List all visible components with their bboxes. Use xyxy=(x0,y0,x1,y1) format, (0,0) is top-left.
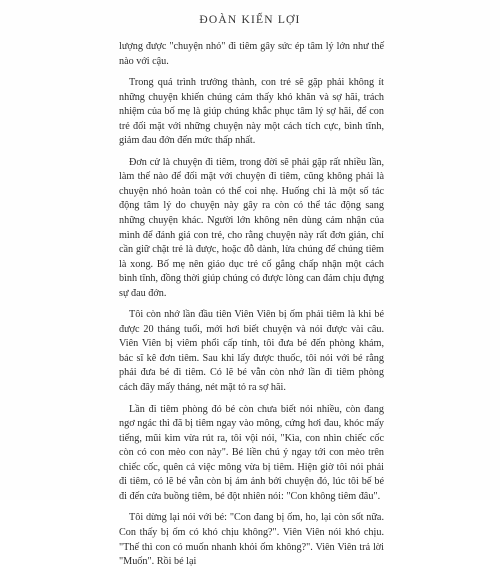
paragraph-6: Tôi dừng lại nói với bé: "Con đang bị ốm, ho, lại còn sốt nữa. Con thấy bị ốm có khó chịu không?". Viên Viên nói khó chịu. "Thế thì con có muốn nhanh khỏi ốm không?". Viên Viên trả lời "Muốn". Rồi bé lại xyxy=(119,512,384,568)
paragraph-5: Lần đi tiêm phòng đó bé còn chưa biết nói nhiều, còn đang ngơ ngác thì đã bị tiêm ngay vào mông, cứng hơi đau, khóc mấy tiếng, mũi kim vừa rút ra, tôi vội nói, "Kìa, con nhìn chiếc cốc còn có con mèo con này". Bé liền chú ý ngay tới con mèo trên chiếc cốc, quên cả việc mông vừa bị tiêm. Hiện giờ tôi nói phải đi tiêm, có lẽ bé vẫn còn bị ám ảnh bởi chuyện đó, lúc tôi bế bé đi đến cửa buồng tiêm, bé đột nhiên nói: "Con không tiêm đâu". xyxy=(119,403,384,502)
paragraph-1: lượng được "chuyện nhỏ" đi tiêm gây sức ép tâm lý lớn như thế nào với cậu. xyxy=(119,41,384,67)
running-header: ĐOÀN KIẾN LỢI xyxy=(199,14,301,26)
page-body xyxy=(119,40,384,577)
paragraph-4: Tôi còn nhớ lần đầu tiên Viên Viên bị ốm phải tiêm là khi bé được 20 tháng tuổi, mới hơi biết chuyện và nói được vài câu. Viên Viên bị viêm phổi cấp tính, tôi đưa bé đến phòng khám, bác sĩ kê đơn tiêm. Sau khi lấy được thuốc, tôi nói với bé rằng phải đưa bé đi tiêm. Có lẽ bé vẫn còn nhớ lần đi tiêm phòng cách đây mấy tháng, nét mặt tỏ ra sợ hãi. xyxy=(119,309,384,394)
paragraph-3: Đơn cử là chuyện đi tiêm, trong đời sẽ phải gặp rất nhiều lần, làm thế nào để đối mặt với chuyện đi tiêm, cũng không phải là chuyện nhỏ hoàn toàn có thể coi nhẹ. Huống chi là một số tác động tâm lý do chuyện này gây ra còn có thể tác động sang những chuyện khác. Người lớn không nên dùng cảm nhận của mình để đánh giá con trẻ, cho rằng chuyện này rất đơn giản, chỉ cần giữ chặt trẻ là được, hoặc đỗ dành, lừa chúng để chúng tiêm là xong. Bố mẹ nên giáo dục trẻ cố gắng chấp nhận một cách bình tĩnh, đồng thời giúp chúng có được lòng can đảm chịu đựng sự đau đớn. xyxy=(119,156,384,299)
paragraph-2: Trong quá trình trưởng thành, con trẻ sẽ gặp phải không ít những chuyện khiến chúng cảm thấy khó khăn và sợ hãi, trách nhiệm của bố mẹ là giúp chúng khắc phục tâm lý sợ hãi, để con trẻ đối mặt với những chuyện này một cách tích cực, bình tĩnh, giảm đau đớn đến mức thấp nhất. xyxy=(119,77,384,147)
